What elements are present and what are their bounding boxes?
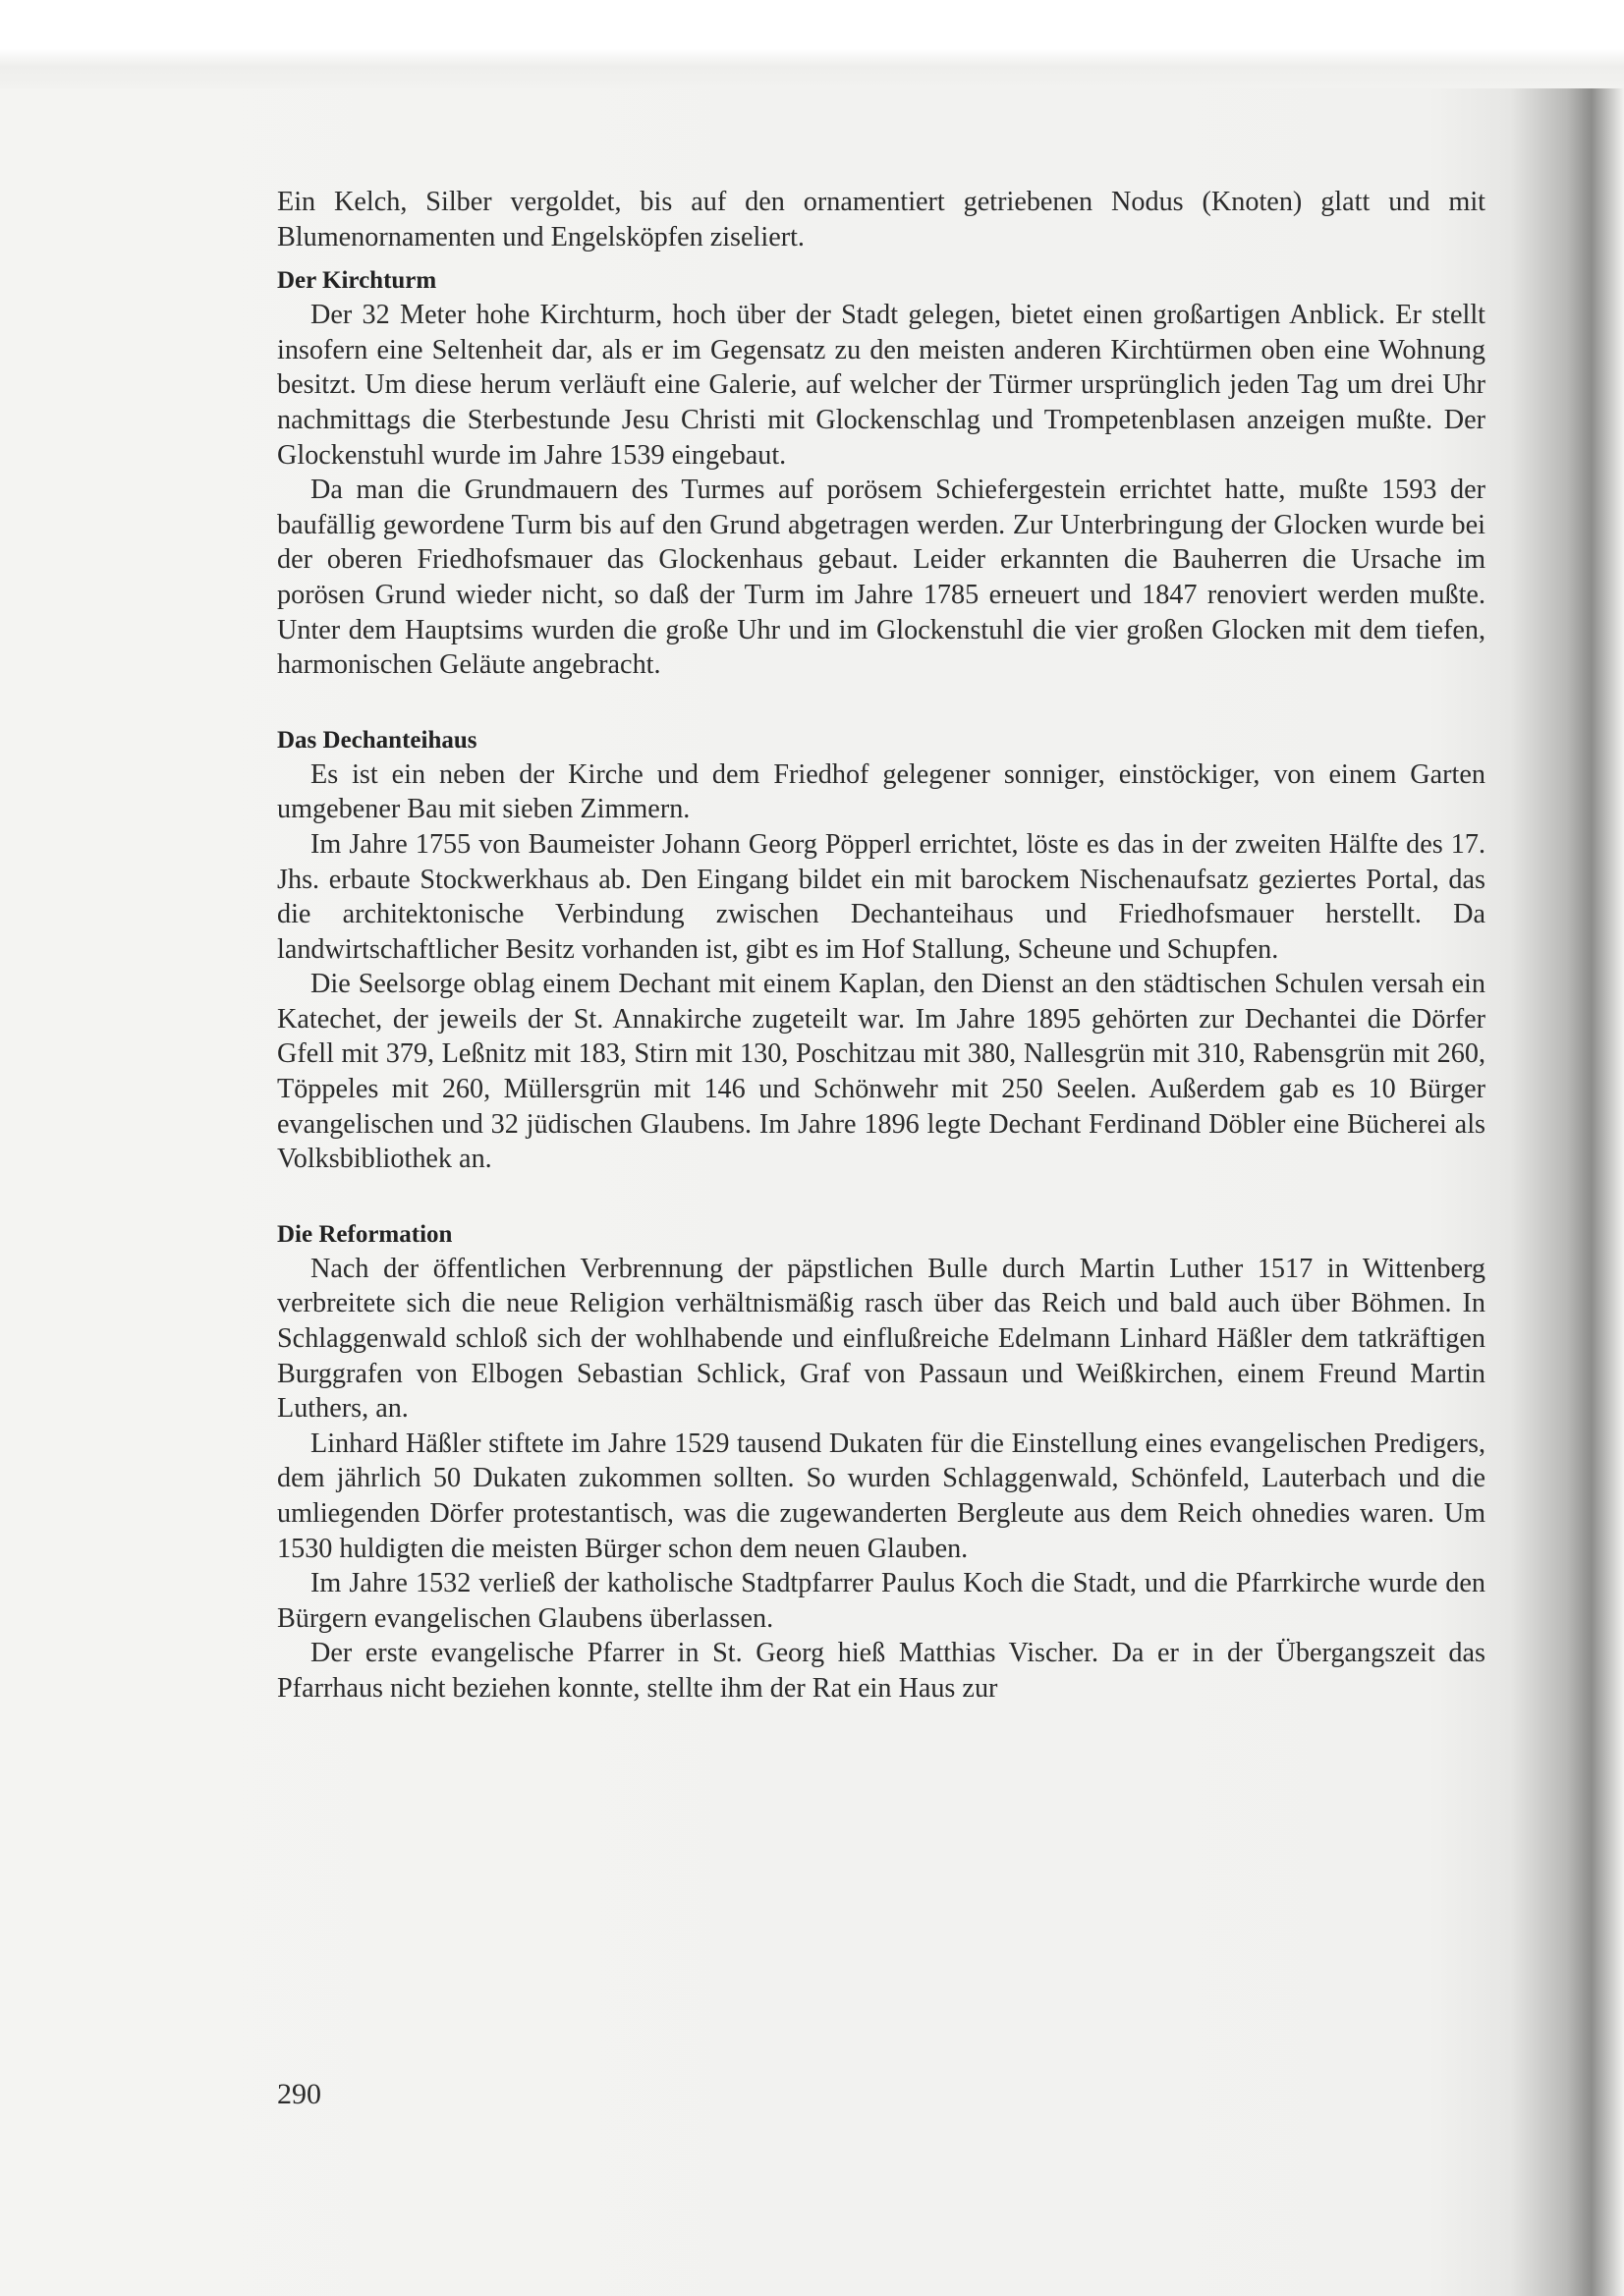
paragraph: Nach der öffentlichen Verbrennung der päpstlichen Bulle durch Martin Luther 1517 in Wittenberg verbreitete sich die neue Religion verhältnismäßig rasch über das Reich und bald auch über Böhmen. In Schlaggenwald schloß sich der wohlhabende und einflußreiche Edelmann Linhard Häßler dem tatkräftigen Burggrafen von Elbogen Sebastian Schlick, Graf von Passaun und Weißkirchen, einem Freund Martin Luthers, an. <box>277 1253 1485 1425</box>
scan-top-edge <box>0 0 1624 88</box>
page-body <box>277 185 1485 1707</box>
paragraph: Der erste evangelische Pfarrer in St. Georg hieß Matthias Vischer. Da er in der Übergangszeit das Pfarrhaus nicht beziehen konnte, stellte ihm der Rat ein Haus zur <box>277 1638 1485 1704</box>
paragraph: Im Jahre 1755 von Baumeister Johann Georg Pöpperl errichtet, löste es das in der zweiten Hälfte des 17. Jhs. erbaute Stockwerkhaus ab. Den Eingang bildet ein mit barockem Nischenaufsatz geziertes Portal, das die architektonische Verbindung zwischen Dechanteihaus und Friedhofsmauer herstellt. Da landwirtschaftlicher Besitz vorhanden ist, gibt es im Hof Stallung, Scheune und Schupfen. <box>277 828 1485 965</box>
paragraph: Da man die Grundmauern des Turmes auf porösem Schiefergestein errichtet hatte, mußte 1593 der baufällig gewordene Turm bis auf den Grund abgetragen werden. Zur Unterbringung der Glocken wurde bei der oberen Friedhofsmauer das Glockenhaus gebaut. Leider erkannten die Bauherren die Ursache im porösen Grund wieder nicht, so daß der Turm im Jahre 1785 erneuert und 1847 renoviert werden mußte. Unter dem Hauptsims wurden die große Uhr und im Glockenstuhl die vier großen Glocken mit dem tiefen, harmonischen Geläute angebracht. <box>277 475 1485 681</box>
section-dechanteihaus <box>277 724 1485 1177</box>
page-number: 290 <box>277 2078 321 2110</box>
paragraph: Es ist ein neben der Kirche und dem Friedhof gelegener sonniger, einstöckiger, von einem Garten umgebener Bau mit sieben Zimmern. <box>277 758 1485 825</box>
paragraph: Die Seelsorge oblag einem Dechant mit einem Kaplan, den Dienst an den städtischen Schulen versah ein Katechet, der jeweils der St. Annakirche zugeteilt war. Im Jahre 1895 gehörten zur Dechantei die Dörfer Gfell mit 379, Leßnitz mit 183, Stirn mit 130, Poschitzau mit 380, Nallesgrün mit 310, Rabensgrün mit 260, Töppeles mit 260, Müllersgrün mit 146 und Schönwehr mit 250 Seelen. Außerdem gab es 10 Bürger evangelischen und 32 jüdischen Glaubens. Im Jahre 1896 legte Dechant Ferdinand Döbler eine Bücherei als Volksbibliothek an. <box>277 969 1485 1175</box>
section-heading: Der Kirchturm <box>277 267 437 295</box>
section-kirchturm <box>277 264 1485 683</box>
intro-paragraph: Ein Kelch, Silber vergoldet, bis auf den ornamentiert getriebenen Nodus (Knoten) glatt und mit Blumenornamenten und Engelsköpfen ziseliert. <box>277 187 1485 252</box>
paragraph: Der 32 Meter hohe Kirchturm, hoch über der Stadt gelegen, bietet einen großartigen Anblick. Er stellt insofern eine Seltenheit dar, als er im Gegensatz zu den meisten anderen Kirchtürmen oben eine Wohnung besitzt. Um diese herum verläuft eine Galerie, auf welcher der Türmer ursprünglich jeden Tag um drei Uhr nachmittags die Sterbestunde Jesu Christi mit Glockenschlag und Trompetenblasen anzeigen mußte. Der Glockenstuhl wurde im Jahre 1539 eingebaut. <box>277 300 1485 471</box>
section-heading: Die Reformation <box>277 1220 453 1248</box>
section-heading: Das Dechanteihaus <box>277 726 477 754</box>
paragraph: Im Jahre 1532 verließ der katholische Stadtpfarrer Paulus Koch die Stadt, und die Pfarrkirche wurde den Bürgern evangelischen Glaubens überlassen. <box>277 1568 1485 1634</box>
section-reformation <box>277 1218 1485 1707</box>
paragraph: Linhard Häßler stiftete im Jahre 1529 tausend Dukaten für die Einstellung eines evangelischen Predigers, dem jährlich 50 Dukaten zukommen sollten. So wurden Schlaggenwald, Schönfeld, Lauterbach und die umliegenden Dörfer protestantisch, was die zugewanderten Bergleute aus dem Reich ohnedies waren. Um 1530 huldigten die meisten Bürger schon dem neuen Glauben. <box>277 1428 1485 1564</box>
